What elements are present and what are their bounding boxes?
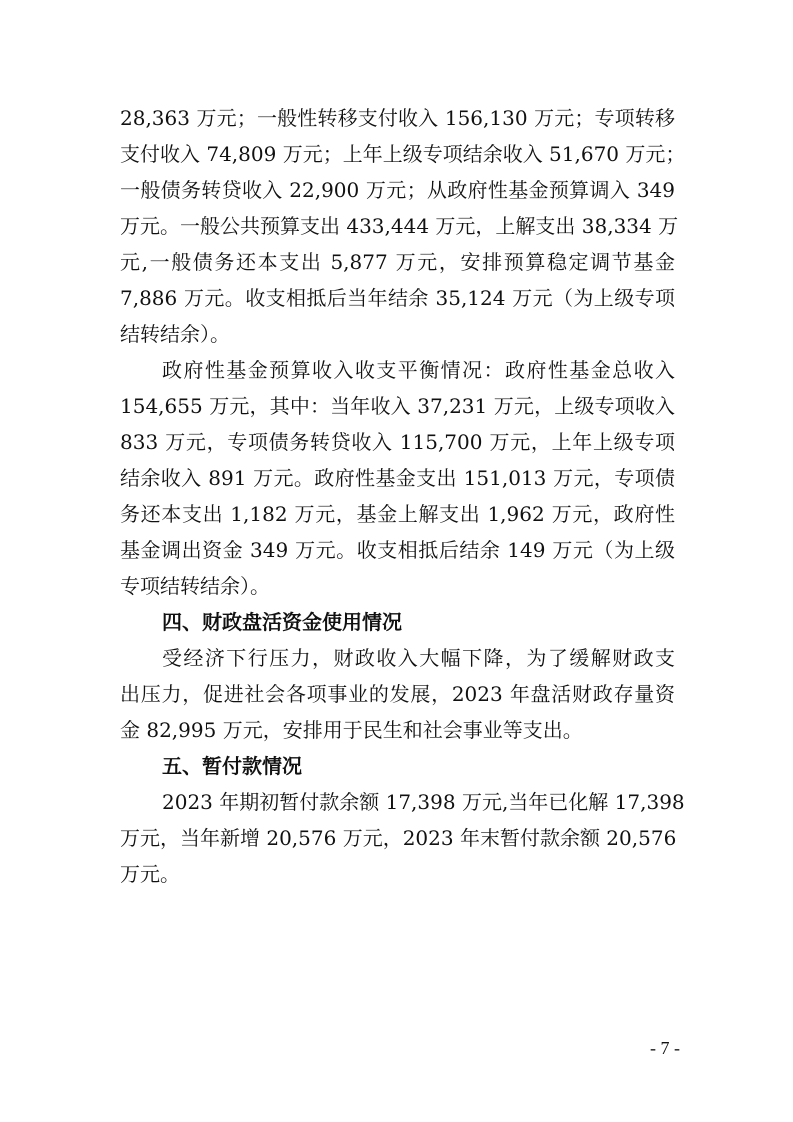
paragraph-1-line-4: 万元。一般公共预算支出 433,444 万元，上解支出 38,334 万 — [120, 214, 679, 238]
paragraph-2-line-4: 结余收入 891 万元。政府性基金支出 151,013 万元，专项债 — [120, 466, 675, 490]
paragraph-3-line-3: 金 82,995 万元，安排用于民生和社会事业等支出。 — [120, 718, 583, 742]
paragraph-4-line-3: 万元。 — [120, 862, 180, 886]
paragraph-1-line-6: 7,886 万元。收支相抵后当年结余 35,124 万元（为上级专项 — [120, 286, 675, 310]
paragraph-2-line-5: 务还本支出 1,182 万元，基金上解支出 1,962 万元，政府性 — [120, 502, 675, 526]
paragraph-2-line-6: 基金调出资金 349 万元。收支相抵后结余 149 万元（为上级 — [120, 538, 675, 562]
paragraph-2-line-3: 833 万元，专项债务转贷收入 115,700 万元，上年上级专项 — [120, 430, 675, 454]
paragraph-1-line-3: 一般债务转贷收入 22,900 万元；从政府性基金预算调入 349 — [120, 178, 675, 202]
paragraph-1-line-5: 元,一般债务还本支出 5,877 万元，安排预算稳定调节基金 — [120, 250, 675, 274]
paragraph-3-line-2: 出压力，促进社会各项事业的发展，2023 年盘活财政存量资 — [120, 682, 675, 706]
section-heading-5: 五、暂付款情况 — [162, 754, 302, 778]
paragraph-4-line-2: 万元，当年新增 20,576 万元，2023 年末暂付款余额 20,576 — [120, 826, 677, 850]
section-heading-4: 四、财政盘活资金使用情况 — [162, 610, 402, 634]
paragraph-1-line-1: 28,363 万元；一般性转移支付收入 156,130 万元；专项转移 — [120, 106, 675, 130]
paragraph-3-line-1: 受经济下行压力，财政收入大幅下降，为了缓解财政支 — [162, 646, 675, 670]
paragraph-1-line-2: 支付收入 74,809 万元；上年上级专项结余收入 51,670 万元； — [120, 142, 686, 166]
page-number: - 7 - — [650, 1038, 680, 1058]
paragraph-2-line-1: 政府性基金预算收入收支平衡情况：政府性基金总收入 — [162, 358, 675, 382]
paragraph-1-line-7: 结转结余）。 — [120, 322, 230, 346]
paragraph-2-line-2: 154,655 万元，其中：当年收入 37,231 万元，上级专项收入 — [120, 394, 675, 418]
paragraph-4-line-1: 2023 年期初暂付款余额 17,398 万元,当年已化解 17,398 — [162, 790, 685, 814]
paragraph-2-line-7: 专项结转结余）。 — [120, 574, 270, 598]
